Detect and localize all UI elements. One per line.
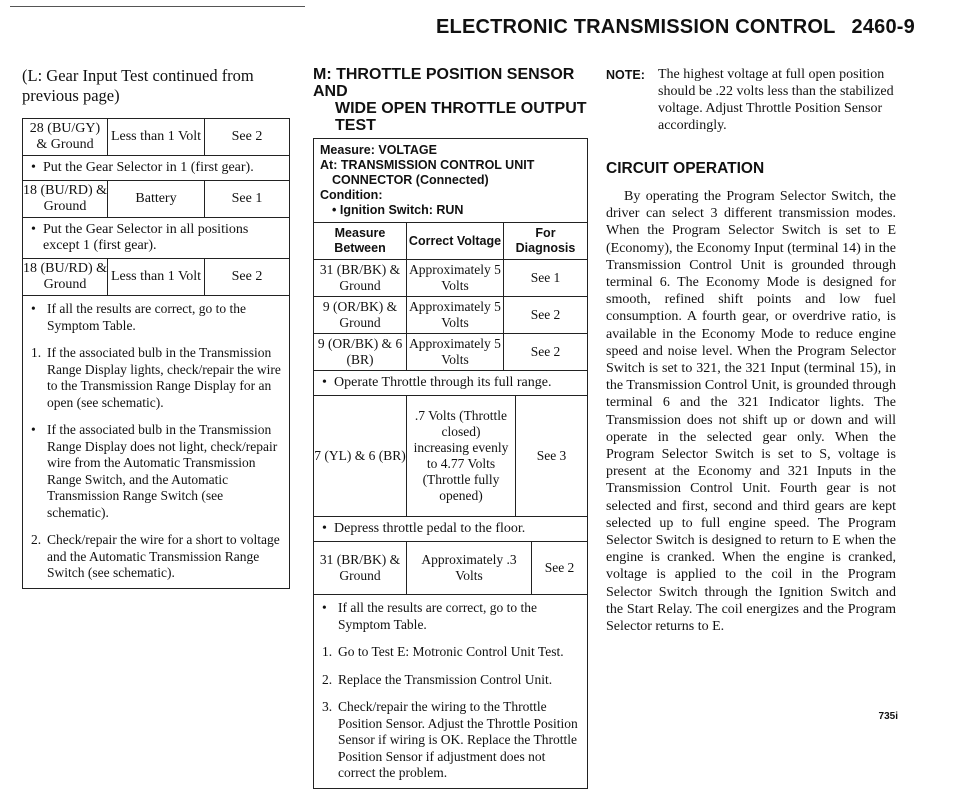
table-row bbox=[314, 260, 587, 297]
test-title: M: THROTTLE POSITION SENSOR AND WIDE OPEN THROTTLE OUTPUT TEST bbox=[313, 66, 587, 134]
diagnosis-cell: See 3 bbox=[536, 448, 567, 463]
column-gear-input bbox=[22, 66, 290, 589]
result-note: 2. Check/repair the wire for a short to voltage and the Automatic Transmission Range Switch (see schematic). bbox=[31, 532, 280, 580]
diagnosis-cell: See 2 bbox=[530, 344, 561, 359]
table-row bbox=[314, 542, 587, 595]
voltage-cell: Approximately 5 Volts bbox=[407, 334, 504, 370]
circuit-description: By operating the Program Selector Switch, the driver can select 3 different transmission modes. When the Program Selector Switch is set to E (Economy), the Economy Input (terminal 14) in the Transmission Control Unit is grounded through terminal 6. The Economy Mode is designed for smooth, refined shift points and low fuel consumption. A fourth gear, or overdrive ratio, is available in the Economy Mode to reduce engine speed and noise level. When the Program Selector Switch is set to 321, the 321 Input (terminal 15), in the Transmission Control Unit, is grounded through terminal 6 and the 321 Indicator lights. The Transmission does not shift up or down and will operate in the selected gear only. When the Program Selector Switch is set to S, voltage is present at the Economy and 321 Inputs in the Transmission Control Unit. Fourth gear is not selected and first, second and third gears are kept selected up to full engine speed. The Program Selector Switch is designed to return to E when the engine is cranked. When the engine is cranked, voltage is applied to the coil in the Program Selector Switch through the Ignition Switch and the Start Relay. The coil energizes and the Program Selector returns to E. bbox=[606, 189, 896, 635]
diagnosis-cell: See 2 bbox=[530, 307, 561, 322]
voltage-cell: Battery bbox=[108, 181, 205, 217]
page-number: 2460-9 bbox=[851, 16, 915, 38]
instruction-row: • Operate Throttle through its full range. bbox=[314, 371, 587, 396]
table-row bbox=[23, 181, 289, 218]
table-row bbox=[314, 396, 587, 517]
diagnosis-cell: See 2 bbox=[231, 129, 263, 144]
result-note: • If all the results are correct, go to the Symptom Table. bbox=[31, 301, 247, 333]
instruction-row: • Depress throttle pedal to the floor. bbox=[314, 517, 587, 542]
note-label: NOTE: bbox=[606, 68, 645, 82]
voltage-cell: Less than 1 Volt bbox=[108, 119, 205, 155]
instruction-row: • Put the Gear Selector in 1 (first gear). bbox=[23, 156, 289, 181]
diagnosis-cell: See 1 bbox=[530, 270, 561, 285]
voltage-cell: Approximately 5 Volts bbox=[407, 297, 504, 333]
section-title: ELECTRONIC TRANSMISSION CONTROL bbox=[435, 16, 836, 38]
continued-note: (L: Gear Input Test continued from previous page) bbox=[22, 66, 254, 105]
measure-conditions: Measure: VOLTAGE At: TRANSMISSION CONTROL UNIT CONNECTOR (Connected) Condition: • Ignition Switch: RUN bbox=[314, 139, 587, 223]
header-correct-voltage: Correct Voltage bbox=[407, 223, 504, 259]
table-row bbox=[23, 259, 289, 296]
section-heading: CIRCUIT OPERATION bbox=[606, 160, 765, 177]
model-footer: 735i bbox=[878, 711, 898, 722]
table-row bbox=[314, 297, 587, 334]
measure-cell: 18 (BU/RD) & Ground bbox=[23, 181, 108, 217]
column-throttle-test bbox=[313, 66, 588, 789]
measure-cell: 18 (BU/RD) & Ground bbox=[23, 259, 108, 295]
throttle-test-table bbox=[313, 138, 588, 789]
diagnosis-cell: See 2 bbox=[231, 269, 263, 284]
page-header bbox=[436, 16, 915, 39]
header-measure-between: Measure Between bbox=[314, 223, 407, 259]
measure-cell: 9 (OR/BK) & 6 (BR) bbox=[314, 334, 407, 370]
result-note: 2. Replace the Transmission Control Unit. bbox=[322, 671, 553, 687]
header-rule bbox=[10, 6, 305, 7]
measure-cell: 7 (YL) & 6 (BR) bbox=[314, 396, 407, 516]
result-note: 3. Check/repair the wiring to the Throttle Position Sensor. Adjust the Throttle Position Sensor if wiring is OK. Replace the Throttle Position Sensor if adjustment does not correct the problem. bbox=[322, 699, 578, 780]
table-row bbox=[314, 334, 587, 371]
instruction-row: • Put the Gear Selector in all positions except 1 (first gear). bbox=[23, 218, 289, 259]
voltage-cell: Approximately 5 Volts bbox=[407, 260, 504, 296]
result-note: • If the associated bulb in the Transmission Range Display does not light, check/repair wire from the Automatic Transmission Range Switch, and the Automatic Transmission Range Switch (see schematic). bbox=[31, 422, 278, 520]
measure-cell: 31 (BR/BK) & Ground bbox=[314, 260, 407, 296]
diagnosis-cell: See 2 bbox=[544, 560, 575, 575]
result-note: 1. Go to Test E: Motronic Control Unit Test. bbox=[322, 644, 564, 659]
measure-cell: 28 (BU/GY) & Ground bbox=[23, 119, 108, 155]
result-note: 1. If the associated bulb in the Transmission Range Display lights, check/repair the wire to the Transmission Range Display for an open (see schematic). bbox=[31, 345, 281, 410]
measure-cell: 9 (OR/BK) & Ground bbox=[314, 297, 407, 333]
voltage-cell: Less than 1 Volt bbox=[108, 259, 205, 295]
voltage-cell: .7 Volts (Throttle closed) increasing evenly to 4.77 Volts (Throttle fully opened) bbox=[407, 396, 516, 516]
gear-input-table bbox=[22, 118, 290, 589]
diagnosis-cell: See 1 bbox=[231, 191, 263, 206]
column-circuit-operation bbox=[606, 66, 896, 635]
table-header bbox=[314, 223, 587, 260]
header-for-diagnosis: For Diagnosis bbox=[515, 226, 576, 255]
measure-cell: 31 (BR/BK) & Ground bbox=[314, 542, 407, 594]
result-note: • If all the results are correct, go to the Symptom Table. bbox=[322, 600, 538, 632]
note-text: The highest voltage at full open position should be .22 volts less than the stabilized voltage. Adjust Throttle Position Sensor accordingly. bbox=[658, 67, 894, 133]
table-row bbox=[23, 119, 289, 156]
voltage-cell: Approximately .3 Volts bbox=[407, 542, 532, 594]
note-block bbox=[606, 66, 896, 134]
